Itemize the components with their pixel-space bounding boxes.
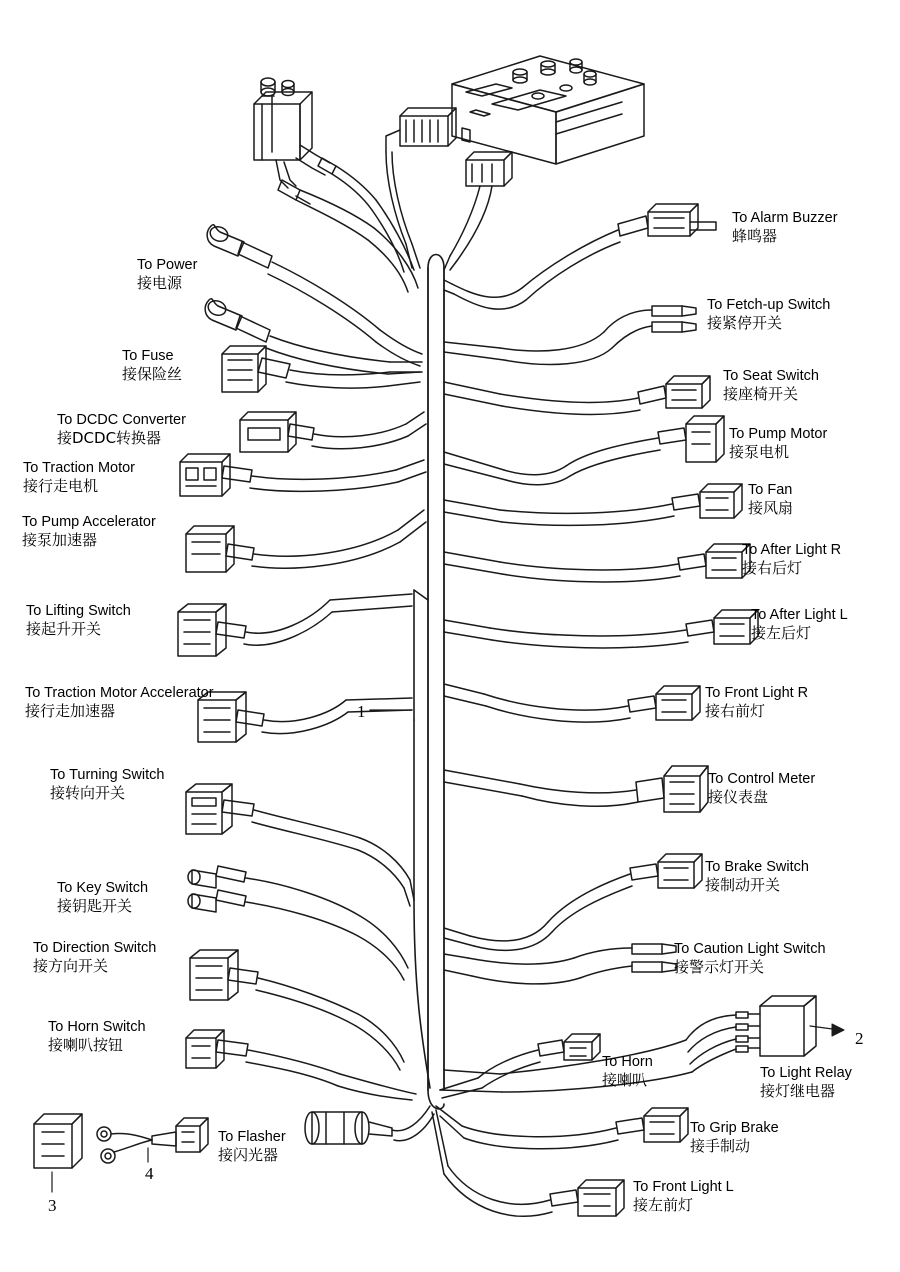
label-zh: 接右后灯 — [742, 559, 803, 578]
label-to-direction-switch — [33, 939, 156, 976]
label-en: To Traction Motor — [23, 460, 136, 476]
label-en: To Control Meter — [708, 771, 816, 787]
label-to-dcdc-converter — [57, 411, 186, 448]
label-zh: 接左后灯 — [751, 624, 812, 643]
label-zh: 接起升开关 — [26, 620, 102, 639]
label-to-alarm-buzzer — [732, 209, 838, 246]
label-zh: 接电源 — [137, 274, 183, 293]
label-to-key-switch — [57, 879, 148, 916]
label-en: To Horn — [602, 1054, 653, 1070]
label-zh: 接喇叭 — [602, 1071, 648, 1090]
label-to-pump-motor — [729, 425, 827, 462]
callout-number-1: 1 — [357, 702, 366, 721]
label-zh: 接座椅开关 — [723, 385, 799, 404]
label-zh: 蜂鸣器 — [732, 227, 778, 246]
label-to-horn — [602, 1053, 653, 1090]
label-en: To Pump Accelerator — [22, 514, 156, 530]
label-to-front-light-r — [705, 684, 808, 721]
label-to-seat-switch — [723, 367, 819, 404]
label-to-caution-light-switch — [674, 940, 826, 977]
label-en: To Traction Motor Accelerator — [25, 685, 214, 701]
label-to-grip-brake — [690, 1119, 779, 1156]
label-en: To Lifting Switch — [26, 603, 131, 619]
label-zh: 接仪表盘 — [708, 788, 769, 807]
label-to-brake-switch — [705, 858, 809, 895]
label-en: To Horn Switch — [48, 1019, 146, 1035]
label-zh: 接右前灯 — [705, 702, 766, 721]
label-en: To Power — [137, 257, 198, 273]
label-zh: 接制动开关 — [705, 876, 781, 895]
label-to-after-light-l — [751, 606, 848, 643]
label-en: To Alarm Buzzer — [732, 210, 838, 226]
label-to-fuse — [122, 347, 182, 384]
label-to-fetch-up-switch — [707, 296, 830, 333]
label-zh: 接泵电机 — [729, 443, 790, 462]
label-zh: 接保险丝 — [122, 365, 183, 384]
label-zh: 接紧停开关 — [707, 314, 783, 333]
label-to-pump-accelerator — [22, 513, 156, 550]
label-zh: 接DCDC转换器 — [57, 429, 162, 448]
label-zh: 接手制动 — [690, 1137, 751, 1156]
label-en: To Flasher — [218, 1129, 286, 1145]
callout-number-2: 2 — [855, 1029, 864, 1048]
label-en: To Turning Switch — [50, 767, 165, 783]
label-en: To Fuse — [122, 348, 174, 364]
label-en: To Brake Switch — [705, 859, 809, 875]
label-to-traction-motor — [23, 459, 135, 496]
label-to-traction-motor-accelerator — [25, 684, 214, 721]
label-to-flasher — [218, 1128, 286, 1165]
label-en: To Light Relay — [760, 1065, 852, 1081]
label-zh: 接行走加速器 — [25, 702, 116, 721]
label-to-front-light-l — [633, 1178, 734, 1215]
label-to-turning-switch — [50, 766, 164, 803]
label-en: To Key Switch — [57, 880, 149, 896]
label-to-after-light-r — [742, 541, 841, 578]
label-en: To After Light L — [751, 607, 848, 623]
label-zh: 接警示灯开关 — [674, 958, 765, 977]
label-to-fan — [748, 481, 793, 518]
label-en: To After Light R — [742, 542, 842, 558]
label-en: To DCDC Converter — [57, 412, 186, 428]
label-to-horn-switch — [48, 1018, 146, 1055]
label-zh: 接行走电机 — [23, 477, 99, 496]
label-to-control-meter — [708, 770, 815, 807]
callout-number-3: 3 — [48, 1196, 57, 1215]
label-to-lifting-switch — [26, 602, 131, 639]
label-zh: 接闪光器 — [218, 1146, 279, 1165]
label-zh: 接风扇 — [748, 499, 794, 518]
label-zh: 接灯继电器 — [760, 1082, 836, 1101]
label-zh: 接方向开关 — [33, 957, 109, 976]
label-en: To Front Light R — [705, 685, 809, 701]
label-to-power — [137, 256, 197, 293]
label-en: To Direction Switch — [33, 940, 157, 956]
callout-number-4: 4 — [145, 1164, 154, 1183]
label-en: To Fetch-up Switch — [707, 297, 831, 313]
label-zh: 接转向开关 — [50, 784, 126, 803]
label-zh: 接左前灯 — [633, 1196, 694, 1215]
label-en: To Seat Switch — [723, 368, 819, 384]
label-zh: 接泵加速器 — [22, 531, 98, 550]
label-en: To Front Light L — [633, 1179, 734, 1195]
label-en: To Fan — [748, 482, 793, 498]
label-en: To Grip Brake — [690, 1120, 779, 1136]
label-zh: 接喇叭按钮 — [48, 1036, 124, 1055]
label-en: To Caution Light Switch — [674, 941, 826, 957]
label-zh: 接钥匙开关 — [57, 897, 133, 916]
label-en: To Pump Motor — [729, 426, 828, 442]
label-to-light-relay — [760, 1064, 852, 1101]
